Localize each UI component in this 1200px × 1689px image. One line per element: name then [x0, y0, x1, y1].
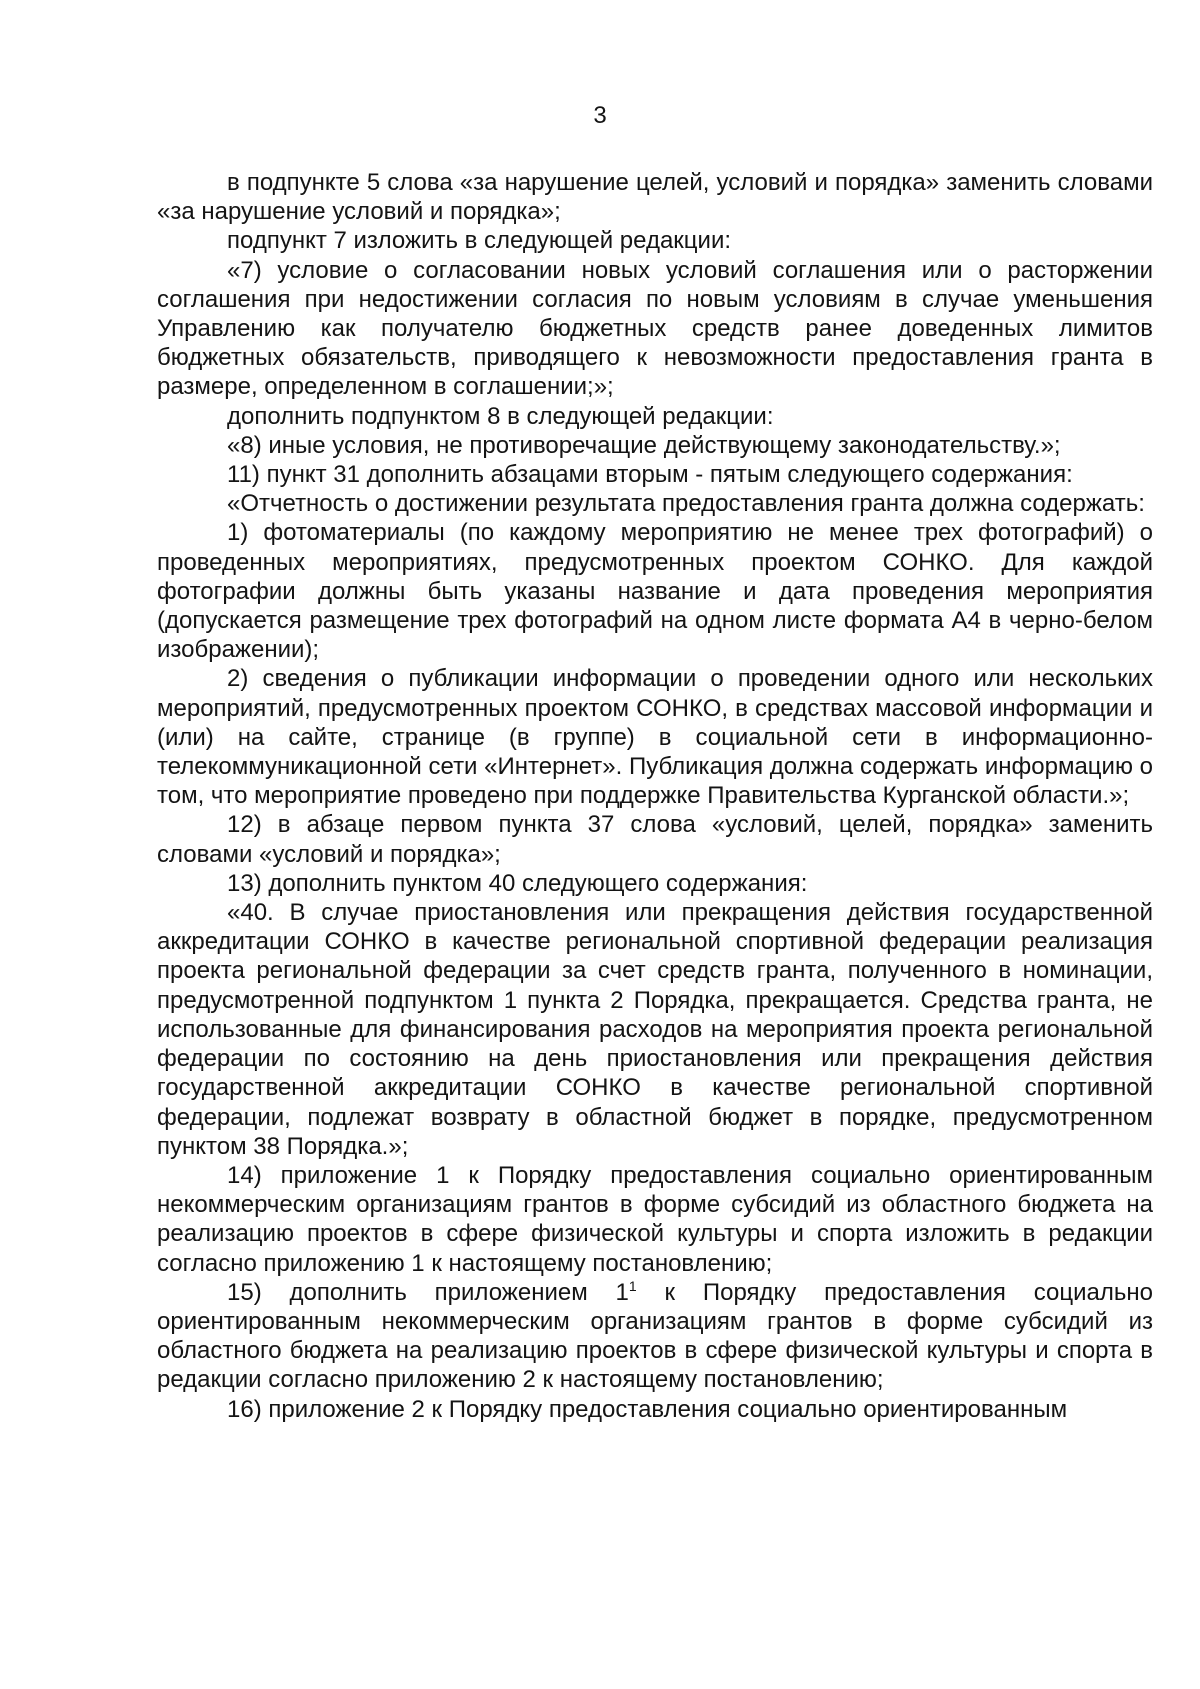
page-number: 3 [593, 102, 607, 129]
paragraph-report-photos: 1) фотоматериалы (по каждому мероприятию не менее трех фотографий) о проведенных мероприятиях, предусмотренных проектом СОНКО. Для каждой фотографии должны быть указаны название и дата проведения мероприятия (допускается размещение трех фотографий на одном листе формата А4 в черно-белом изображении); [157, 519, 1153, 664]
superscript-index: 1 [628, 1277, 637, 1294]
paragraph-item-13: 13) дополнить пунктом 40 следующего содержания: [227, 869, 808, 897]
paragraph-report-intro: «Отчетность о достижении результата предоставления гранта должна содержать: [227, 490, 1145, 518]
paragraph-item-15-end: к Порядку предоставления социально ориентированным некоммерческим организациям грантов в форме субсидий из областного бюджета на реализацию проектов в сфере физической культуры и спорта в редакции согласно приложению 2 к настоящему постановлению; [157, 1278, 1153, 1394]
paragraph-item-14: 14) приложение 1 к Порядку предоставления социально ориентированным некоммерческим организациям грантов в форме субсидий из областного бюджета на реализацию проектов в сфере физической культуры и спорта изложить в редакции согласно приложению 1 к настоящему постановлению; [157, 1161, 1153, 1277]
paragraph-subpoint-8-text: «8) иные условия, не противоречащие действующему законодательству.»; [227, 431, 1061, 459]
paragraph-subpoint-8-intro: дополнить подпунктом 8 в следующей редакции: [227, 402, 774, 430]
paragraph-subpoint-7-intro: подпункт 7 изложить в следующей редакции: [227, 227, 732, 255]
paragraph-point-40: «40. В случае приостановления или прекращения действия государственной аккредитации СОНКО в качестве региональной спортивной федерации реализация проекта региональной федерации за счет средств гранта, полученного в номинации, предусмотренной подпунктом 1 пункта 2 Порядка, прекращается. Средства гранта, не использованные для финансирования расходов на мероприятия проекта региональной федерации по состоянию на день приостановления или прекращения действия государственной аккредитации СОНКО в качестве региональной спортивной федерации, подлежат возврату в областной бюджет в порядке, предусмотренном пунктом 38 Порядка.»; [157, 899, 1153, 1160]
paragraph-subpoint-7-text: «7) условие о согласовании новых условий соглашения или о расторжении соглашения при недостижении согласия по новым условиям в случае уменьшения Управлению как получателю бюджетных средств ранее доведенных лимитов бюджетных обязательств, приводящего к невозможности предоставления гранта в размере, определенном в соглашении;»; [157, 256, 1153, 401]
paragraph-report-publication: 2) сведения о публикации информации о проведении одного или нескольких мероприятий, предусмотренных проектом СОНКО, в средствах массовой информации и (или) на сайте, странице (в группе) в социальной сети в информационно-телекоммуникационной сети «Интернет». Публикация должна содержать информацию о том, что мероприятие проведено при поддержке Правительства Курганской области.»; [157, 665, 1153, 810]
paragraph-item-11: 11) пункт 31 дополнить абзацами вторым - пятым следующего содержания: [227, 461, 1073, 489]
document-body [157, 168, 1153, 1424]
paragraph-item-15 [157, 1278, 1153, 1395]
paragraph-subpoint-5: в подпункте 5 слова «за нарушение целей, условий и порядка» заменить словами «за нарушение условий и порядка»; [157, 169, 1153, 226]
paragraph-item-15-start: 15) дополнить приложением 1 [227, 1278, 629, 1306]
paragraph-item-12: 12) в абзаце первом пункта 37 слова «условий, целей, порядка» заменить словами «условий и порядка»; [157, 811, 1153, 868]
paragraph-item-16: 16) приложение 2 к Порядку предоставления социально ориентированным [227, 1395, 1068, 1423]
